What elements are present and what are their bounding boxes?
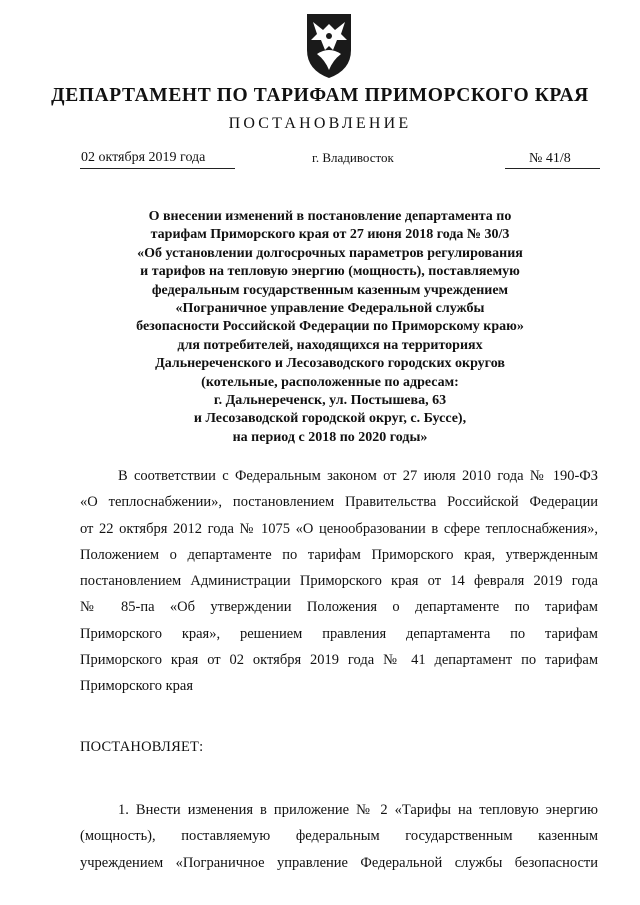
paragraph-line: № 85-па «Об утверждении Положения о департаменте по тарифам [80, 599, 598, 616]
title-line: для потребителей, находящихся на территориях [177, 337, 483, 353]
coat-of-arms-emblem [303, 10, 355, 80]
title-line: О внесении изменений в постановление департамента по [148, 209, 512, 224]
title-line: на период с 2018 по 2020 годы» [232, 429, 428, 445]
title-line: «Пограничное управление Федеральной службы [175, 301, 485, 317]
title-line: «Об установлении долгосрочных параметров регулирования [137, 245, 523, 261]
preamble-paragraph [80, 463, 598, 700]
paragraph-line: Положением о департаменте по тарифам Приморского края, утвержденным [80, 546, 598, 563]
decree-word: ПОСТАНОВЛЯЕТ: [80, 739, 204, 755]
date-underline [80, 168, 235, 169]
title-line: безопасности Российской Федерации по Приморскому краю» [136, 319, 524, 335]
title-line: г. Дальнереченск, ул. Постышева, 63 [213, 393, 447, 409]
title-line: (котельные, расположенные по адресам: [201, 374, 459, 390]
document-type: ПОСТАНОВЛЕНИЕ [228, 115, 412, 132]
department-name: ДЕПАРТАМЕНТ ПО ТАРИФАМ ПРИМОРСКОГО КРАЯ [51, 85, 589, 106]
paragraph-line: Приморского края», решением правления департамента по тарифам [80, 625, 598, 642]
title-line: федеральным государственным казенным учреждением [151, 282, 509, 298]
document-date: 02 октября 2019 года [81, 150, 206, 165]
title-line: и тарифов на тепловую энергию (мощность), поставляемую [140, 264, 520, 280]
document-city: г. Владивосток [312, 150, 394, 165]
clause-1-paragraph [80, 797, 598, 876]
paragraph-line: В соответствии с Федеральным законом от 27 июля 2010 года № 190-ФЗ [118, 468, 598, 484]
paragraph-line: от 22 октября 2012 года № 1075 «О ценообразовании в сфере теплоснабжения», [80, 520, 598, 537]
title-line: и Лесозаводской городской округ, с. Буссе), [193, 411, 467, 427]
paragraph-line: учреждением «Пограничное управление Федеральной службы безопасности [80, 854, 598, 871]
paragraph-line: «О теплоснабжении», постановлением Правительства Российской Федерации [80, 494, 598, 511]
document-number: № 41/8 [529, 151, 571, 166]
title-line: Дальнереченского и Лесозаводского городских округов [155, 356, 505, 372]
paragraph-line: постановлением Администрации Приморского края от 14 февраля 2019 года [80, 573, 598, 590]
title-line: тарифам Приморского края от 27 июня 2018 года № 30/3 [150, 227, 510, 243]
paragraph-line: (мощность), поставляемую федеральным государственным казенным [80, 828, 598, 845]
paragraph-line: Приморского края от 02 октября 2019 года № 41 департамент по тарифам [80, 652, 598, 669]
document-title [70, 208, 590, 447]
paragraph-line: Приморского края [80, 678, 194, 695]
paragraph-line: 1. Внести изменения в приложение № 2 «Тарифы на тепловую энергию [118, 802, 598, 818]
number-underline [505, 168, 600, 169]
